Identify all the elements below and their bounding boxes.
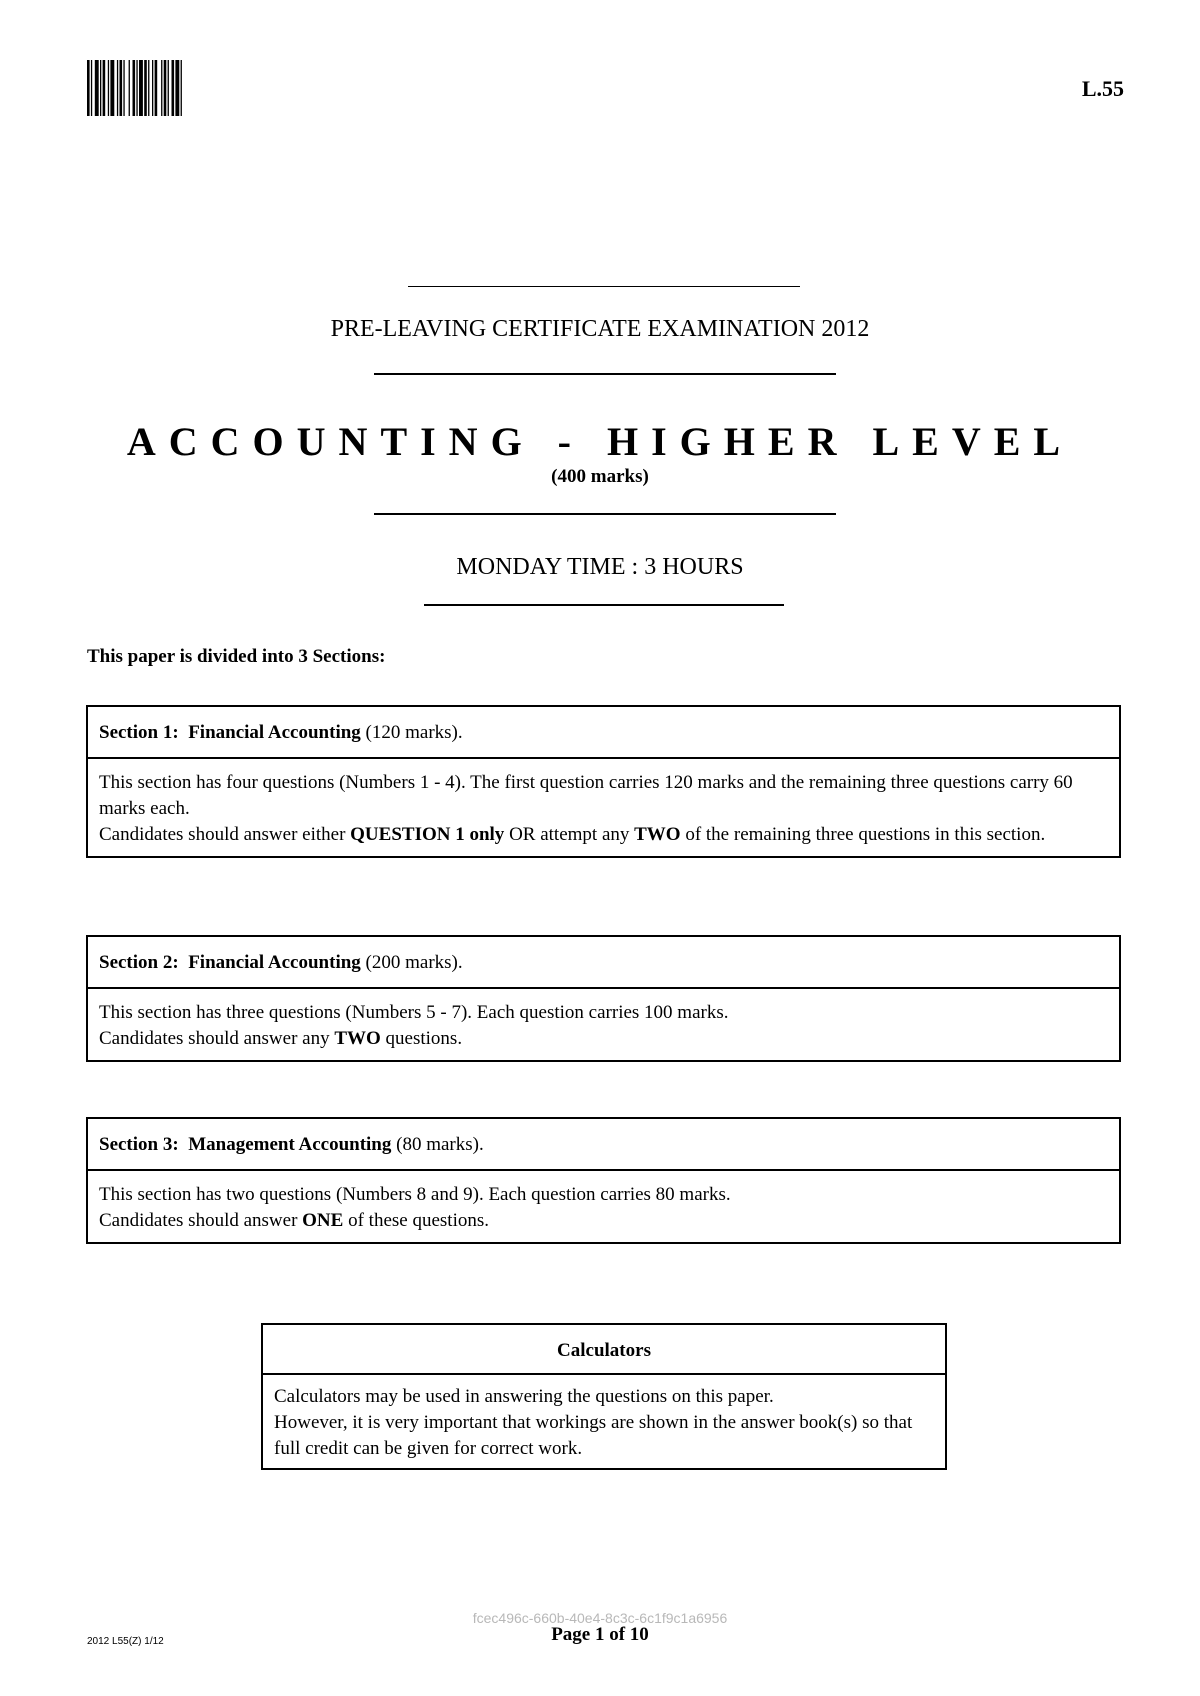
section-1-description: This section has four questions (Numbers 1 - 4). The first question carries 120 marks and the remaining three questions carry 60 marks each. xyxy=(99,772,1073,819)
intro-text: This paper is divided into 3 Sections: xyxy=(87,646,386,667)
section-1-label: Section 1: xyxy=(99,722,179,743)
section-3-header xyxy=(88,1119,1119,1171)
section-2-marks: (200 marks). xyxy=(365,952,463,973)
calculators-box xyxy=(261,1323,947,1470)
section-3-body xyxy=(88,1171,1119,1242)
section-3-box xyxy=(86,1117,1121,1244)
section-2-description: This section has three questions (Numbers 5 - 7). Each question carries 100 marks. xyxy=(99,1002,729,1023)
title-rule-2 xyxy=(374,373,836,375)
paper-code: L.55 xyxy=(1081,76,1124,101)
calculators-body xyxy=(263,1375,945,1468)
section-2-instruction: Candidates should answer any TWO questions. xyxy=(99,1028,463,1049)
title-rule-4 xyxy=(424,604,784,606)
section-1-instruction: Candidates should answer either QUESTION 1 only OR attempt any TWO of the remaining three questions in this section. xyxy=(99,824,1046,845)
title-rule-top xyxy=(408,286,800,287)
section-3-marks: (80 marks). xyxy=(396,1134,484,1155)
section-1-box xyxy=(86,705,1121,858)
subject-title: ACCOUNTING - HIGHER LEVEL xyxy=(126,419,1074,464)
exam-title: PRE-LEAVING CERTIFICATE EXAMINATION 2012 xyxy=(330,316,870,342)
section-2-body xyxy=(88,989,1119,1060)
barcode-image xyxy=(87,60,215,116)
subject-marks: (400 marks) xyxy=(551,466,649,487)
calculators-line-1: Calculators may be used in answering the questions on this paper. xyxy=(274,1386,774,1407)
section-1-body xyxy=(88,759,1119,856)
section-3-description: This section has two questions (Numbers 8 and 9). Each question carries 80 marks. xyxy=(99,1184,731,1205)
footer-code: 2012 L55(Z) 1/12 xyxy=(87,1636,164,1647)
section-3-name: Management Accounting xyxy=(188,1134,392,1155)
day-time: MONDAY TIME : 3 HOURS xyxy=(456,554,744,580)
calculators-line-2: However, it is very important that workings are shown in the answer book(s) so that full credit can be given for correct work. xyxy=(274,1412,913,1459)
section-1-name: Financial Accounting xyxy=(188,722,361,743)
section-2-header xyxy=(88,937,1119,989)
watermark-id: fcec496c-660b-40e4-8c3c-6c1f9c1a6956 xyxy=(472,1610,728,1626)
section-3-label: Section 3: xyxy=(99,1134,179,1155)
title-rule-3 xyxy=(374,513,836,515)
section-1-header xyxy=(88,707,1119,759)
calculators-heading: Calculators xyxy=(263,1325,945,1375)
section-1-marks: (120 marks). xyxy=(365,722,463,743)
section-3-instruction: Candidates should answer ONE of these questions. xyxy=(99,1210,489,1231)
page-number: Page 1 of 10 xyxy=(551,1624,649,1645)
section-2-label: Section 2: xyxy=(99,952,179,973)
section-2-box xyxy=(86,935,1121,1062)
section-2-name: Financial Accounting xyxy=(188,952,361,973)
